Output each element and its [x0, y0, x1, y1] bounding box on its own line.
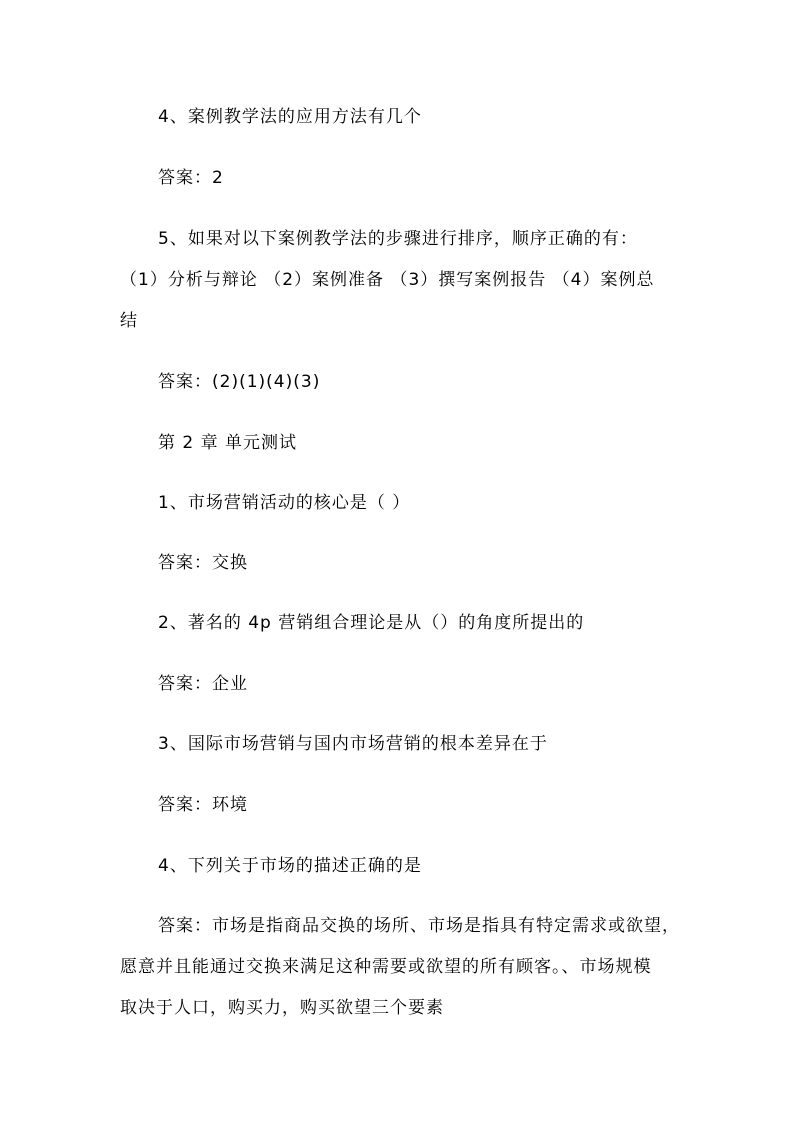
question-2-4p-theory: 2、著名的 4p 营销组合理论是从（）的角度所提出的 [158, 613, 585, 633]
answer-4-line-3: 取决于人口，购买力，购买欲望三个要素 [120, 998, 444, 1018]
answer-3: 答案：环境 [158, 795, 248, 815]
question-5-ordering: 5、如果对以下案例教学法的步骤进行排序，顺序正确的有： [158, 229, 638, 249]
answer-1: 答案：交换 [158, 553, 248, 573]
question-4-case-methods: 4、案例教学法的应用方法有几个 [158, 107, 422, 127]
answer-2: 答案：企业 [158, 674, 248, 694]
answer-4-line-1: 答案：市场是指商品交换的场所、市场是指具有特定需求或欲望， [158, 916, 680, 936]
question-5-options: （1）分析与辩论 （2）案例准备 （3）撰写案例报告 （4）案例总 [120, 270, 655, 290]
answer-4: 答案：2 [158, 168, 224, 188]
answer-5: 答案：(2)(1)(4)(3) [158, 372, 321, 392]
answer-4-line-2: 愿意并且能通过交换来满足这种需要或欲望的所有顾客。、市场规模 [120, 957, 652, 977]
question-5-options-cont: 结 [120, 311, 138, 331]
question-1-marketing-core: 1、市场营销活动的核心是（ ） [158, 493, 411, 513]
question-4-market-description: 4、下列关于市场的描述正确的是 [158, 856, 422, 876]
chapter-heading: 第 2 章 单元测试 [158, 433, 298, 453]
question-3-intl-marketing: 3、国际市场营销与国内市场营销的根本差异在于 [158, 734, 548, 754]
